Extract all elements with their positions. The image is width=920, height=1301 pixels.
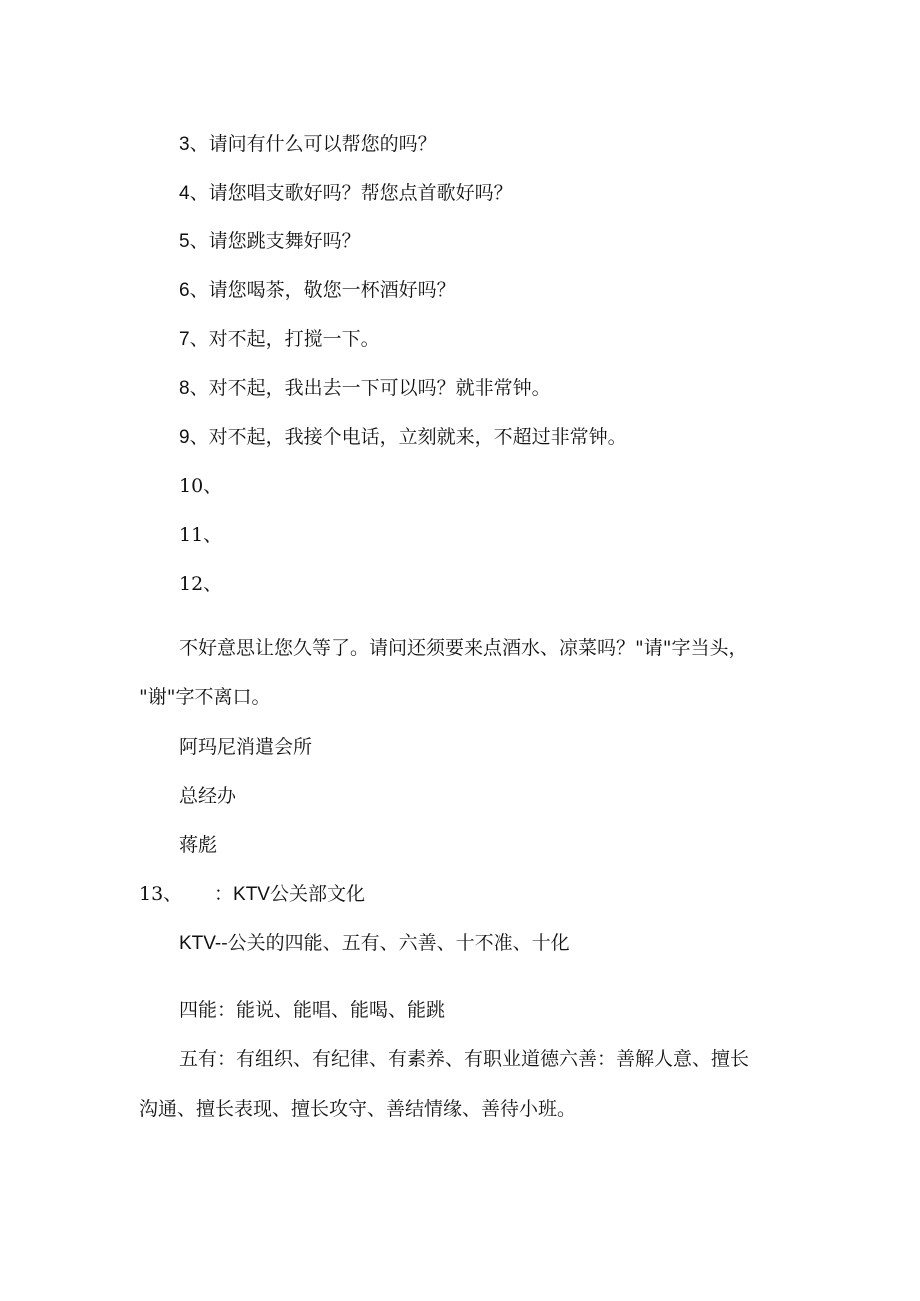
list-item-3: 3、请问有什么可以帮您的吗？ bbox=[179, 133, 437, 155]
section-subtitle: KTV--公关的四能、五有、六善、十不准、十化 bbox=[179, 932, 570, 954]
five-haves-line-2: 沟通、擅长表现、擅长攻守、善结情缘、善待小班。 bbox=[139, 1098, 577, 1120]
list-item-8: 8、对不起，我出去一下可以吗？就非常钟。 bbox=[179, 377, 551, 399]
signature-company: 阿玛尼消遣会所 bbox=[179, 736, 313, 758]
section-13-title: ：KTV公关部文化 bbox=[214, 883, 365, 905]
list-item-11: 11、 bbox=[179, 524, 223, 546]
four-abilities: 四能：能说、能唱、能喝、能跳 bbox=[179, 999, 446, 1021]
signature-office: 总经办 bbox=[179, 785, 237, 807]
signature-name: 蒋彪 bbox=[179, 834, 218, 856]
list-item-12: 12、 bbox=[179, 573, 223, 595]
five-haves-line-1: 五有：有组织、有纪律、有素养、有职业道德六善：善解人意、擅长 bbox=[179, 1048, 750, 1070]
list-item-10: 10、 bbox=[179, 475, 223, 497]
section-13-number: 13、 bbox=[139, 883, 183, 905]
list-item-9: 9、对不起，我接个电话，立刻就来，不超过非常钟。 bbox=[179, 426, 627, 448]
list-item-7: 7、对不起，打搅一下。 bbox=[179, 328, 380, 350]
paragraph-line-2: "谢"字不离口。 bbox=[139, 686, 271, 708]
list-item-6: 6、请您喝茶，敬您一杯酒好吗？ bbox=[179, 279, 456, 301]
paragraph-line-1: 不好意思让您久等了。请问还须要来点酒水、凉菜吗？"请"字当头， bbox=[179, 637, 748, 659]
list-item-4: 4、请您唱支歌好吗？帮您点首歌好吗？ bbox=[179, 182, 513, 204]
list-item-5: 5、请您跳支舞好吗？ bbox=[179, 230, 361, 252]
